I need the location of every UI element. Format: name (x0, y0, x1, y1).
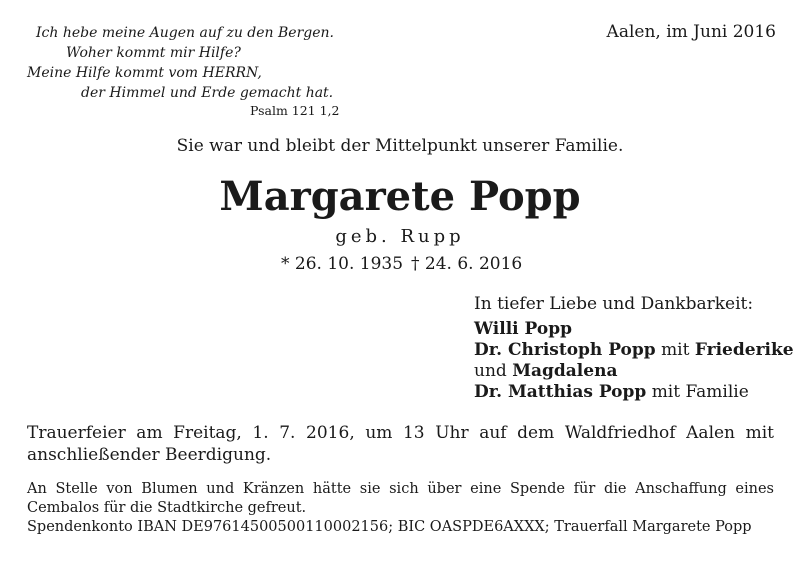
donation-account: Spendenkonto IBAN DE97614500500110002156; BIC OASPDE6AXXX; Trauerfall Margarete Popp (27, 519, 752, 535)
verse-line-1: Ich hebe meine Augen auf zu den Bergen. (36, 25, 334, 41)
connector-text: und (474, 361, 507, 381)
tagline: Sie war und bleibt der Mittelpunkt unserer Familie. (176, 136, 624, 156)
mourner-name: Dr. Matthias Popp (474, 382, 647, 402)
mourner-line-2 (474, 340, 794, 361)
deceased-name: Margarete Popp (219, 173, 581, 220)
donation-text: An Stelle von Blumen und Kränzen hätte sie sich über eine Spende für die Anschaffung eines Cembalos für die Stadtkirche gefreut. (27, 481, 774, 516)
mourners-block (474, 294, 794, 403)
mourner-name: Magdalena (512, 361, 618, 381)
birth-date: * 26. 10. 1935 (281, 254, 404, 274)
mourner-name: Dr. Christoph Popp (474, 340, 656, 360)
verse-reference: Psalm 121 1,2 (250, 103, 340, 118)
mourner-partner: Friederike (694, 340, 794, 360)
connector-text: mit (661, 340, 690, 360)
mourner-line-1 (474, 319, 794, 340)
place-date: Aalen, im Juni 2016 (606, 22, 776, 42)
death-date: † 24. 6. 2016 (411, 254, 523, 274)
verse-line-4: der Himmel und Erde gemacht hat. (81, 85, 334, 101)
maiden-name: geb. Rupp (335, 226, 465, 247)
verse-line-2: Woher kommt mir Hilfe? (66, 45, 241, 61)
funeral-notice: Trauerfeier am Freitag, 1. 7. 2016, um 13 Uhr auf dem Waldfriedhof Aalen mit anschließender Beerdigung. (27, 423, 774, 465)
mourner-line-4 (474, 382, 794, 403)
connector-text: mit Familie (651, 382, 749, 402)
mourner-name: Willi Popp (474, 319, 572, 339)
verse-line-3: Meine Hilfe kommt vom HERRN, (27, 65, 262, 81)
mourners-intro: In tiefer Liebe und Dankbarkeit: (474, 294, 754, 314)
mourner-line-3 (474, 361, 794, 382)
